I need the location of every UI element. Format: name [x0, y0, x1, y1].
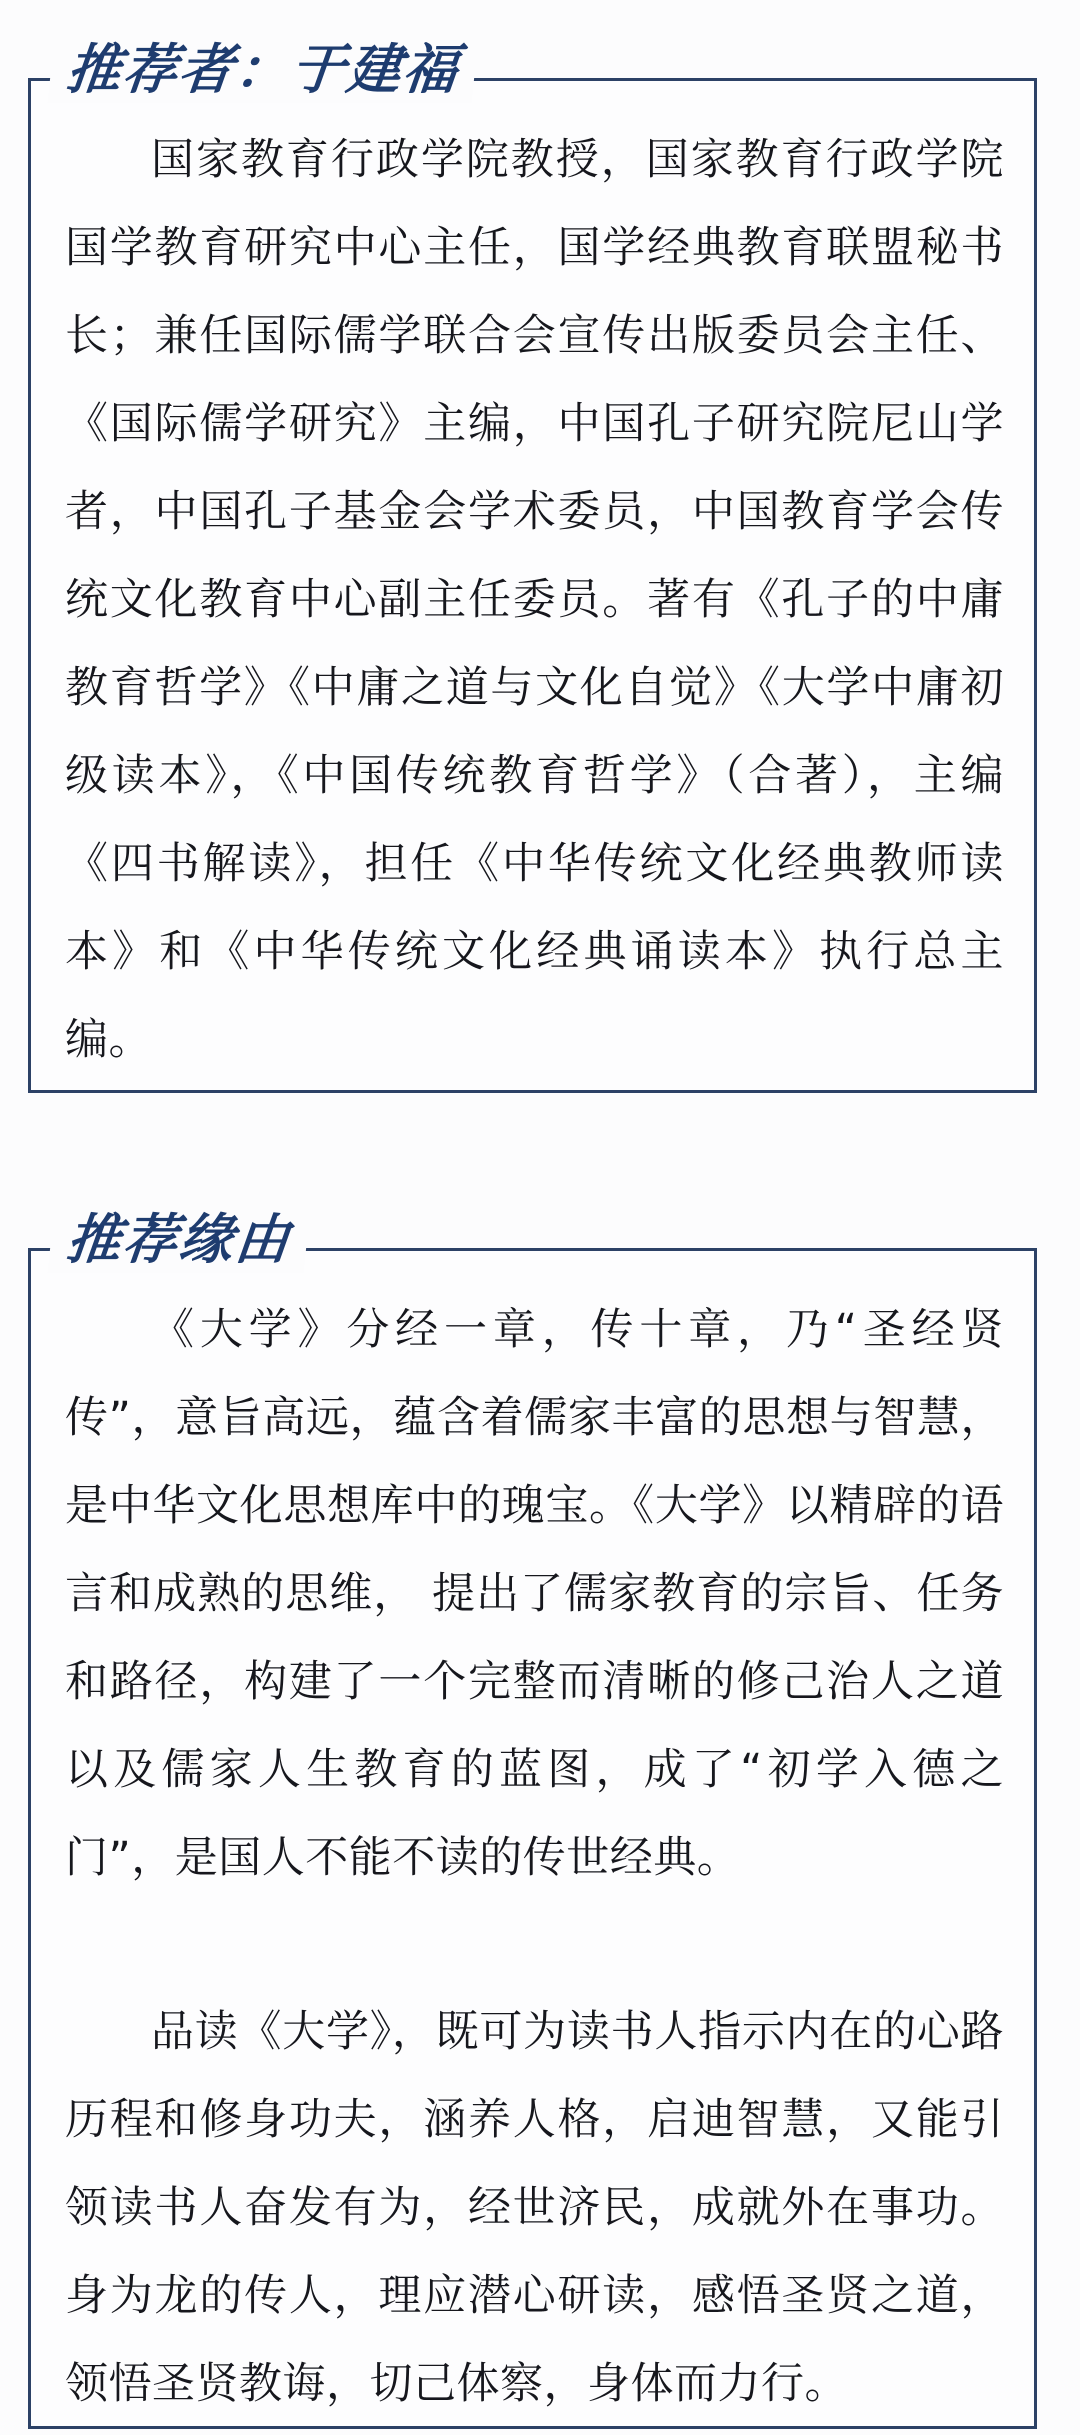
reason-section-heading: 推荐缘由 [48, 1207, 311, 1273]
reason-section [28, 1208, 1037, 2429]
recommender-bio-paragraph: 国家教育行政学院教授，国家教育行政学院国学教育研究中心主任，国学经典教育联盟秘书长；兼任国际儒学联合会宣传出版委员会主任、《国际儒学研究》主编，中国孔子研究院尼山学者，中国孔子基金会学术委员，中国教育学会传统文化教育中心副主任委员。著有《孔子的中庸教育哲学》《中庸之道与文化自觉》《大学中庸初级读本》，《中国传统教育哲学》（合著），主编《四书解读》，担任《中华传统文化经典教师读本》和《中华传统文化经典诵读本》执行总主编。 [65, 135, 1004, 1065]
recommender-section [28, 38, 1037, 1093]
reason-paragraph-2: 品读《大学》，既可为读书人指示内在的心路历程和修身功夫，涵养人格，启迪智慧，又能引领读书人奋发有为，经世济民，成就外在事功。身为龙的传人，理应潜心研读，感悟圣贤之道，领悟圣贤教诲，切己体察，身体而力行。 [65, 2007, 1004, 2409]
recommender-section-heading: 推荐者：于建福 [48, 37, 479, 103]
reason-paragraph-1: 《大学》分经一章，传十章，乃“圣经贤传”，意旨高远，蕴含着儒家丰富的思想与智慧，是中华文化思想库中的瑰宝。《大学》以精辟的语言和成熟的思维， 提出了儒家教育的宗旨、任务和路径，构建了一个完整而清晰的修己治人之道以及儒家人生教育的蓝图，成了“初学入德之门”，是国人不能不读的传世经典。 [65, 1305, 1004, 1883]
